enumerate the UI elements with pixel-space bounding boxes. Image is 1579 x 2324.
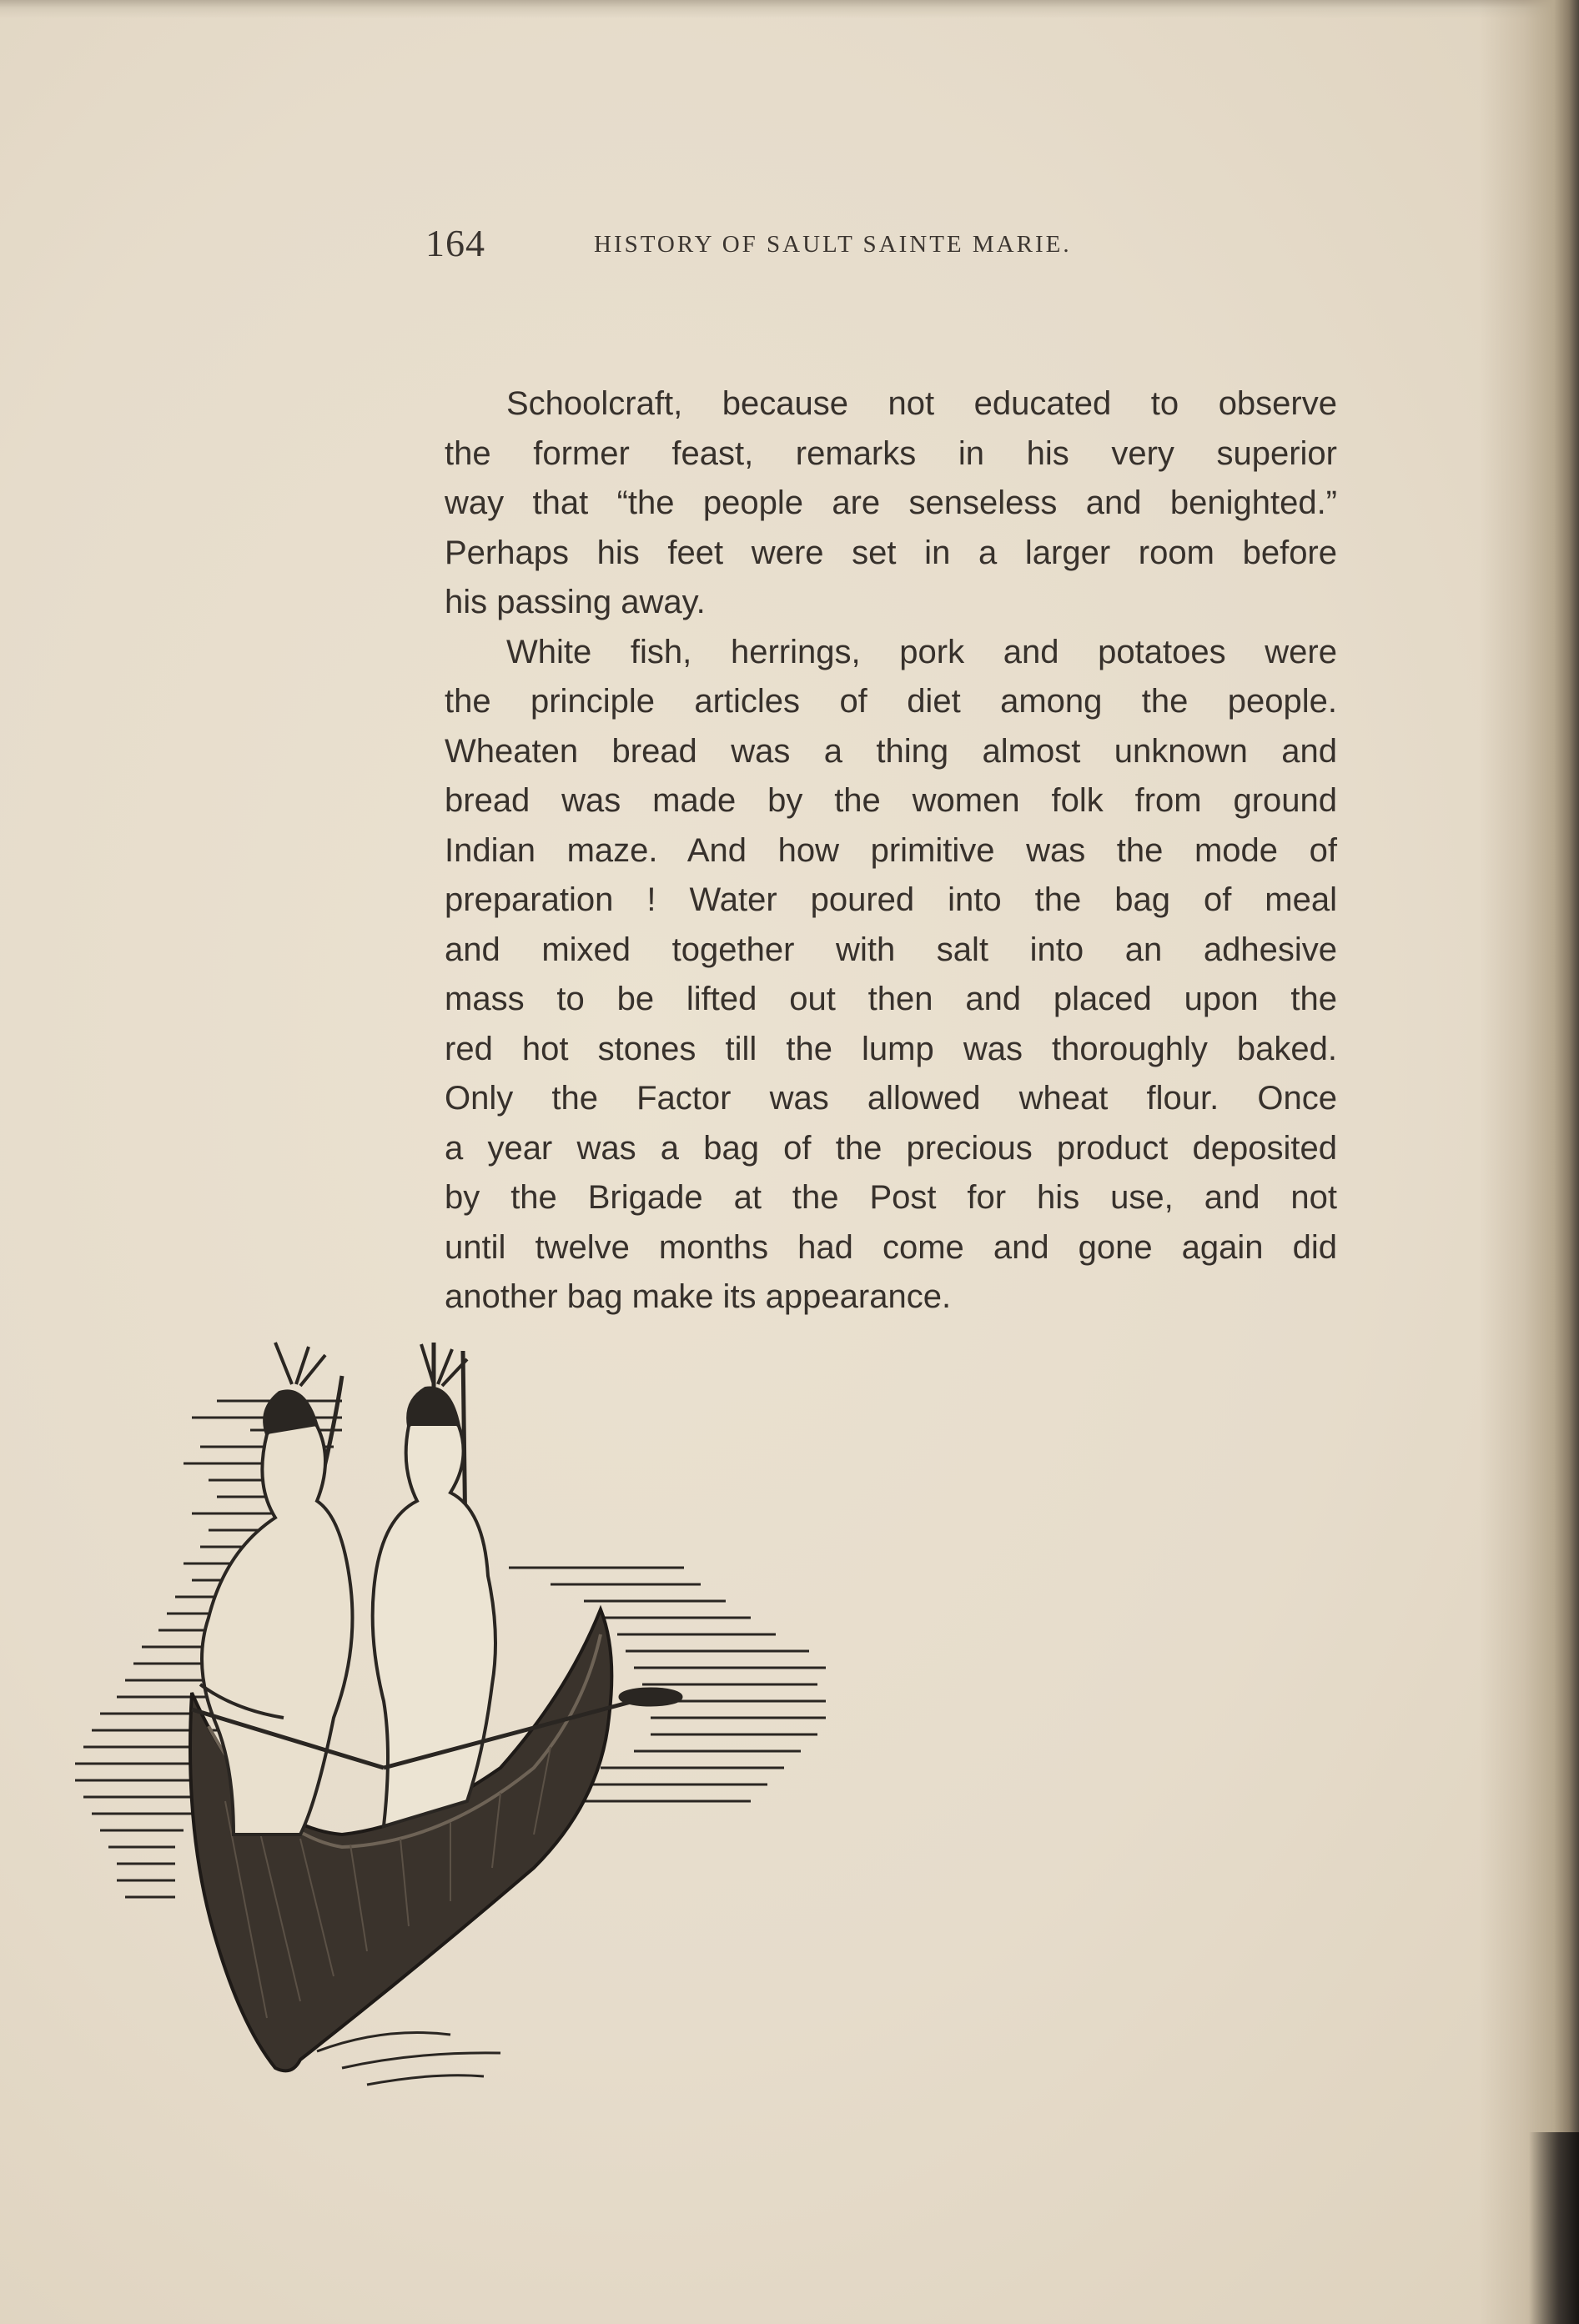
page-top-edge [0, 0, 1579, 18]
paragraph-1 [445, 379, 1337, 628]
page-gutter-shadow [1479, 0, 1579, 2324]
text-line: Only the Factor was allowed wheat flour. Once [445, 1080, 1337, 1117]
text-line: his passing away. [445, 584, 706, 620]
text-line: way that “the people are senseless and benighted.” [445, 484, 1337, 521]
text-line: Wheaten bread was a thing almost unknown and [445, 732, 1337, 770]
text-line: the principle articles of diet among the people. [445, 683, 1337, 720]
text-line: red hot stones till the lump was thoroughly baked. [445, 1030, 1337, 1067]
canoe-engraving [67, 1334, 842, 2126]
paragraph-2 [445, 628, 1337, 1323]
text-line: Perhaps his feet were set in a larger room before [445, 534, 1337, 571]
text-line: and mixed together with salt into an adhesive [445, 931, 1337, 968]
page-number: 164 [425, 222, 485, 264]
text-line: by the Brigade at the Post for his use, and not [445, 1179, 1337, 1216]
running-head-title: HISTORY OF SAULT SAINTE MARIE. [594, 231, 1072, 258]
text-line: Schoolcraft, because not educated to observe [506, 385, 1337, 422]
text-line: bread was made by the women folk from ground [445, 782, 1337, 819]
text-line: Indian maze. And how primitive was the mode of [445, 831, 1337, 869]
page-corner-shadow [1529, 2132, 1579, 2324]
text-line: another bag make its appearance. [445, 1278, 952, 1315]
text-line: mass to be lifted out then and placed upon the [445, 981, 1337, 1017]
running-head [425, 221, 1343, 271]
body-text [445, 379, 1337, 1323]
text-line: until twelve months had come and gone again did [445, 1228, 1337, 1266]
text-line: a year was a bag of the precious product deposited [445, 1129, 1337, 1167]
text-line: the former feast, remarks in his very superior [445, 434, 1337, 472]
text-line: White fish, herrings, pork and potatoes were [506, 633, 1337, 670]
text-line: preparation ! Water poured into the bag of meal [445, 881, 1337, 918]
